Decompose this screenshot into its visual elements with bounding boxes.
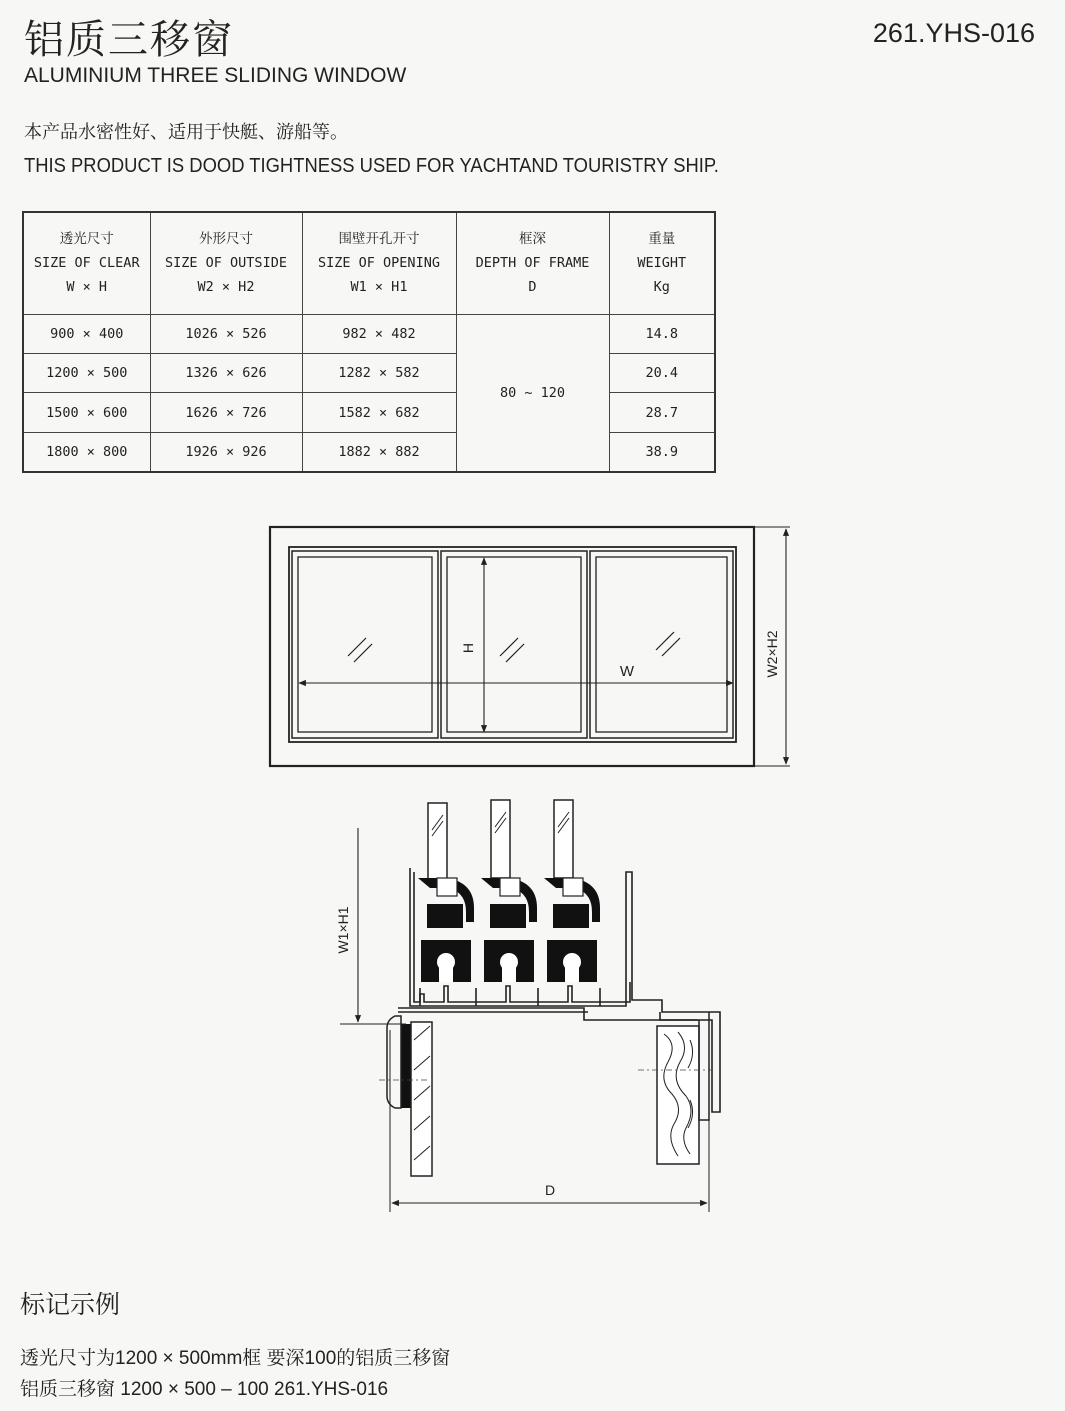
cell-opening: 1282 × 582: [302, 354, 456, 393]
column-header-depth: 框深 DEPTH OF FRAME D: [456, 212, 609, 314]
cell-outside: 1626 × 726: [150, 393, 302, 432]
glass-hatch-marks: [348, 632, 680, 662]
inner-frame: [289, 547, 736, 742]
cell-weight: 28.7: [609, 393, 715, 432]
cell-opening: 1882 × 882: [302, 432, 456, 472]
description-chinese: 本产品水密性好、适用于快艇、游船等。: [24, 122, 348, 142]
sash-profile: [544, 878, 600, 982]
cell-clear: 1800 × 800: [23, 432, 150, 472]
cell-opening: 982 × 482: [302, 314, 456, 353]
page-title: 铝质三移窗: [24, 18, 234, 62]
window-front-view: [270, 527, 790, 766]
cell-outside: 1926 × 926: [150, 432, 302, 472]
label-h: H: [460, 642, 476, 654]
left-sash: [292, 551, 438, 738]
example-marking: 铝质三移窗 1200 × 500 – 100 261.YHS-016: [20, 1379, 389, 1400]
outer-frame: [270, 527, 754, 766]
example-description: 透光尺寸为1200 × 500mm框 要深100的铝质三移窗: [20, 1348, 451, 1369]
description-english: THIS PRODUCT IS DOOD TIGHTNESS USED FOR YACHTAND TOURISTRY SHIP.: [24, 155, 719, 177]
label-w: W: [619, 663, 635, 680]
cell-outside: 1326 × 626: [150, 354, 302, 393]
left-glass: [298, 557, 432, 732]
wood-lining: [657, 1026, 699, 1164]
column-header-outside: 外形尺寸 SIZE OF OUTSIDE W2 × H2: [150, 212, 302, 314]
column-header-weight: 重量 WEIGHT Kg: [609, 212, 715, 314]
cell-weight: 14.8: [609, 314, 715, 353]
cell-clear: 900 × 400: [23, 314, 150, 353]
cell-clear: 1500 × 600: [23, 393, 150, 432]
label-d: D: [544, 1182, 556, 1198]
section-glass-panes: [428, 800, 573, 881]
cell-opening: 1582 × 682: [302, 393, 456, 432]
cell-depth: 80 ~ 120: [456, 314, 609, 472]
label-w2h2: W2×H2: [764, 630, 780, 678]
example-heading: 标记示例: [20, 1291, 121, 1319]
cell-weight: 38.9: [609, 432, 715, 472]
column-header-clear: 透光尺寸 SIZE OF CLEAR W × H: [23, 212, 150, 314]
sash-profile: [481, 878, 537, 982]
column-header-opening: 围壁开孔开寸 SIZE OF OPENING W1 × H1: [302, 212, 456, 314]
page-title-english: ALUMINIUM THREE SLIDING WINDOW: [24, 64, 407, 87]
model-code: 261.YHS-016: [872, 18, 1035, 48]
cell-weight: 20.4: [609, 354, 715, 393]
sash-profiles: [418, 878, 600, 982]
label-w1h1: W1×H1: [335, 906, 351, 954]
window-section-view: [340, 800, 720, 1212]
sash-profile: [418, 878, 474, 982]
cell-clear: 1200 × 500: [23, 354, 150, 393]
cell-outside: 1026 × 526: [150, 314, 302, 353]
